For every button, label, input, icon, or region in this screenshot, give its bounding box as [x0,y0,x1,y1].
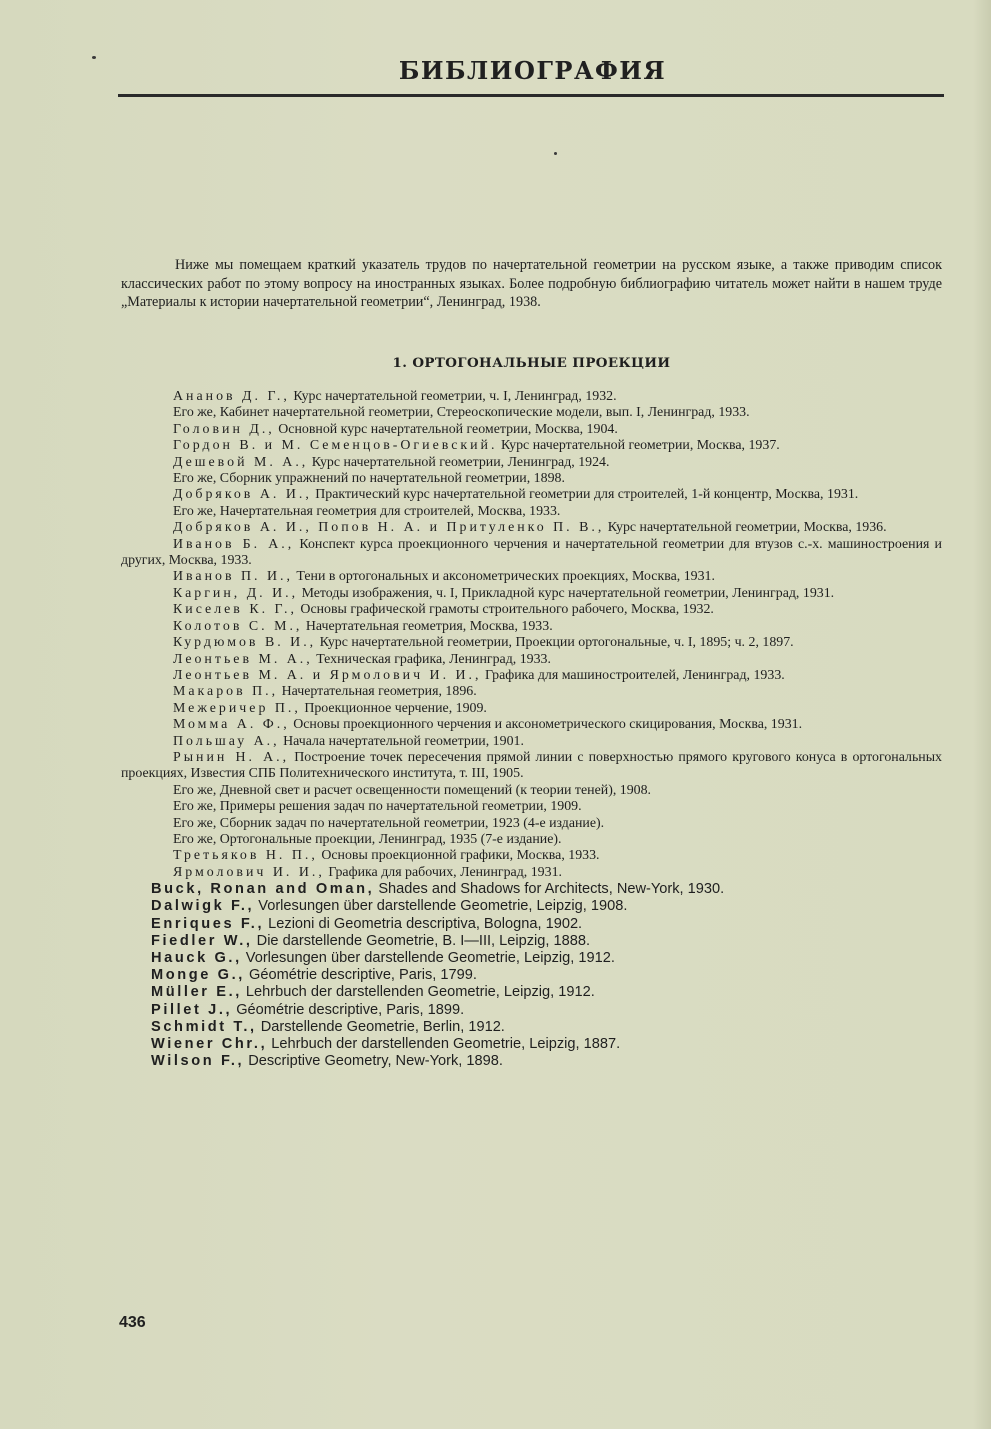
entry-text: Практический курс начертательной геометрии для строителей, 1-й концентр, Москва, 1931. [311,487,859,503]
entry-text: Darstellende Geometrie, Berlin, 1912. [256,1018,505,1035]
entry-text: Lehrbuch der darstellenden Geometrie, Leipzig, 1912. [241,984,595,1001]
entry-author: Müller E., [151,984,242,1001]
bibliography-entry [111,881,942,898]
entry-text: Его же, Дневной свет и расчет освещенности помещений (к теории теней), 1908. [173,782,652,798]
bibliography-entry [121,652,942,668]
entry-author: Макаров П., [173,684,279,700]
bibliography-entry [111,1036,942,1053]
entry-text: Его же, Примеры решения задач по начертательной геометрии, 1909. [173,799,582,815]
bibliography-list [121,389,942,1070]
bibliography-entry [121,504,942,520]
entry-text: Графика для машиностроителей, Ленинград, 1933. [481,667,785,683]
bibliography-entry [121,832,942,848]
bibliography-entry [111,933,942,950]
bibliography-entry [121,717,942,733]
entry-text: Основы проекционного черчения и аксонометрического скицирования, Москва, 1931. [289,717,803,733]
bibliography-entry [121,668,942,684]
entry-text: Géométrie descriptive, Paris, 1799. [244,967,477,984]
entry-author: Enriques F., [151,915,265,932]
bibliography-entry [121,520,942,536]
entry-text: Курс начертательной геометрии, Ленинград, 1924. [308,454,610,470]
page-edge-shadow [973,0,991,1429]
entry-text: Курс начертательной геометрии, Проекции ортогональные, ч. I, 1895; ч. 2, 1897. [316,635,794,651]
entry-text: Курс начертательной геометрии, Москва, 1937. [497,438,780,454]
entry-author: Иванов Б. А., [173,536,295,552]
entry-text: Проекционное черчение, 1909. [300,700,487,716]
bibliography-entry [121,816,942,832]
bibliography-entry [121,471,942,487]
bibliography-entry [121,783,942,799]
entry-author: Monge G., [151,967,245,984]
entry-author: Dalwigk F., [151,898,255,915]
entry-author: Курдюмов В. И., [173,635,317,651]
entry-author: Польшау А., [173,733,280,749]
entry-text: Его же, Начертательная геометрия для строителей, Москва, 1933. [173,503,561,519]
entry-text: Vorlesungen über darstellende Geometrie, Leipzig, 1912. [241,950,615,966]
entry-author: Дешевой М. А., [173,454,309,470]
entry-text: Построение точек пересечения прямой линии с поверхностью прямого кругового конуса в ортогональных проекциях, Известия СПБ Политехнического института, т. III, 1905. [121,749,942,782]
entry-author: Добряков А. И., Попов Н. А. и Притуленко П. В., [173,520,605,536]
bibliography-entry [111,950,942,967]
entry-text: Его же, Сборник задач по начертательной геометрии, 1923 (4-е издание). [173,815,605,831]
entry-author: Wilson F., [151,1053,245,1070]
entry-author: Леонтьев М. А. и Ярмолович И. И., [173,667,482,683]
entry-text: Основы графической грамоты строительного рабочего, Москва, 1932. [296,602,714,618]
entry-author: Леонтьев М. А., [173,651,313,667]
bibliography-entry [121,602,942,618]
entry-author: Третьяков Н. П., [173,848,318,864]
entry-text: Начертательная геометрия, Москва, 1933. [302,618,553,634]
entry-author: Fiedler W., [151,932,253,949]
entry-author: Hauck G., [151,950,242,966]
entry-text: Его же, Сборник упражнений по начертательной геометрии, 1898. [173,471,565,487]
entry-author: Ананов Д. Г., [173,389,290,404]
entry-text: Géométrie descriptive, Paris, 1899. [232,1001,465,1018]
section-heading: 1. ОРТОГОНАЛЬНЫЕ ПРОЕКЦИИ [392,355,671,371]
entry-text: Vorlesungen über darstellende Geometrie, Leipzig, 1908. [254,898,628,915]
print-speck [92,56,96,59]
bibliography-entry [111,1019,942,1036]
entry-text: Основной курс начертательной геометрии, Москва, 1904. [274,421,618,437]
entry-text: Графика для рабочих, Ленинград, 1931. [324,864,562,880]
bibliography-entry [121,684,942,700]
entry-text: Конспект курса проекционного черчения и начертательной геометрии для втузов с.-х. машиностроения и других, Москва, 1933. [121,536,942,569]
bibliography-entry [121,569,942,585]
entry-author: Pillet J., [151,1001,233,1018]
entry-author: Ярмолович И. И., [173,864,325,880]
entry-text: Die darstellende Geometrie, B. I—III, Leipzig, 1888. [252,932,591,949]
entry-author: Добряков А. И., [173,487,312,503]
bibliography-entry [111,916,942,933]
entry-author: Wiener Chr., [151,1036,268,1053]
entry-text: Descriptive Geometry, New-York, 1898. [244,1053,503,1070]
entry-text: Lehrbuch der darstellenden Geometrie, Leipzig, 1887. [267,1036,621,1053]
bibliography-entry [121,750,942,783]
entry-text: Тени в ортогональных и аксонометрических проекциях, Москва, 1931. [292,569,715,585]
entry-text: Курс начертательной геометрии, ч. I, Ленинград, 1932. [289,389,617,404]
bibliography-entry [121,422,942,438]
print-speck [554,152,557,155]
bibliography-entry [121,487,942,503]
bibliography-entry [121,455,942,471]
entry-author: Buck, Ronan and Oman, [151,881,375,898]
entry-author: Рынин Н. А., [173,749,290,765]
entry-text: Начала начертательной геометрии, 1901. [279,733,524,749]
page-title: БИБЛИОГРАФИЯ [398,56,667,85]
bibliography-entry [121,734,942,750]
bibliography-entry [111,984,942,1001]
entry-author: Schmidt T., [151,1018,257,1035]
entry-author: Киселев К. Г., [173,602,297,618]
bibliography-entry [111,1002,942,1019]
entry-author: Межеричер П., [173,700,301,716]
entry-author: Иванов П. И., [173,569,293,585]
bibliography-entry [121,405,942,421]
entry-author: Гордон В. и М. Семенцов-Огиевский. [173,438,498,454]
bibliography-entry [121,701,942,717]
intro-paragraph: Ниже мы помещаем краткий указатель трудов по начертательной геометрии на русском языке, а также приводим список классических работ по этому вопросу на иностранных языках. Более подробную библиографию читатель может найти в нашем труде „Материалы к истории начертательной геометрии“, Ленинград, 1938. [121,257,942,311]
entry-text: Shades and Shadows for Architects, New-York, 1930. [374,881,725,898]
entry-author: Момма А. Ф., [173,717,290,733]
bibliography-entry [111,1053,942,1070]
bibliography-entry [121,848,942,864]
entry-author: Колотов С. М., [173,618,303,634]
bibliography-entry [121,799,942,815]
entry-text: Методы изображения, ч. I, Прикладной курс начертательной геометрии, Ленинград, 1931. [298,585,835,601]
page-number: 436 [119,1314,146,1331]
bibliography-entry [121,438,942,454]
entry-text: Его же, Ортогональные проекции, Ленинград, 1935 (7-е издание). [173,831,562,847]
entry-author: Каргин, Д. И., [173,585,299,601]
bibliography-entry [121,619,942,635]
entry-text: Начертательная геометрия, 1896. [278,684,477,700]
bibliography-entry [121,635,942,651]
entry-author: Головин Д., [173,421,275,437]
header-rule [118,94,944,97]
bibliography-entry [111,967,942,984]
bibliography-entry [121,865,942,881]
entry-text: Техническая графика, Ленинград, 1933. [312,651,551,667]
entry-text: Основы проекционной графики, Москва, 1933. [317,848,600,864]
bibliography-entry [121,389,942,405]
entry-text: Его же, Кабинет начертательной геометрии, Стереоскопические модели, вып. I, Ленинград, 1933. [173,405,750,421]
bibliography-entry [121,537,942,570]
entry-text: Курс начертательной геометрии, Москва, 1936. [604,520,887,536]
bibliography-entry [111,898,942,915]
entry-text: Lezioni di Geometria descriptiva, Bologna, 1902. [264,915,583,932]
bibliography-entry [121,586,942,602]
